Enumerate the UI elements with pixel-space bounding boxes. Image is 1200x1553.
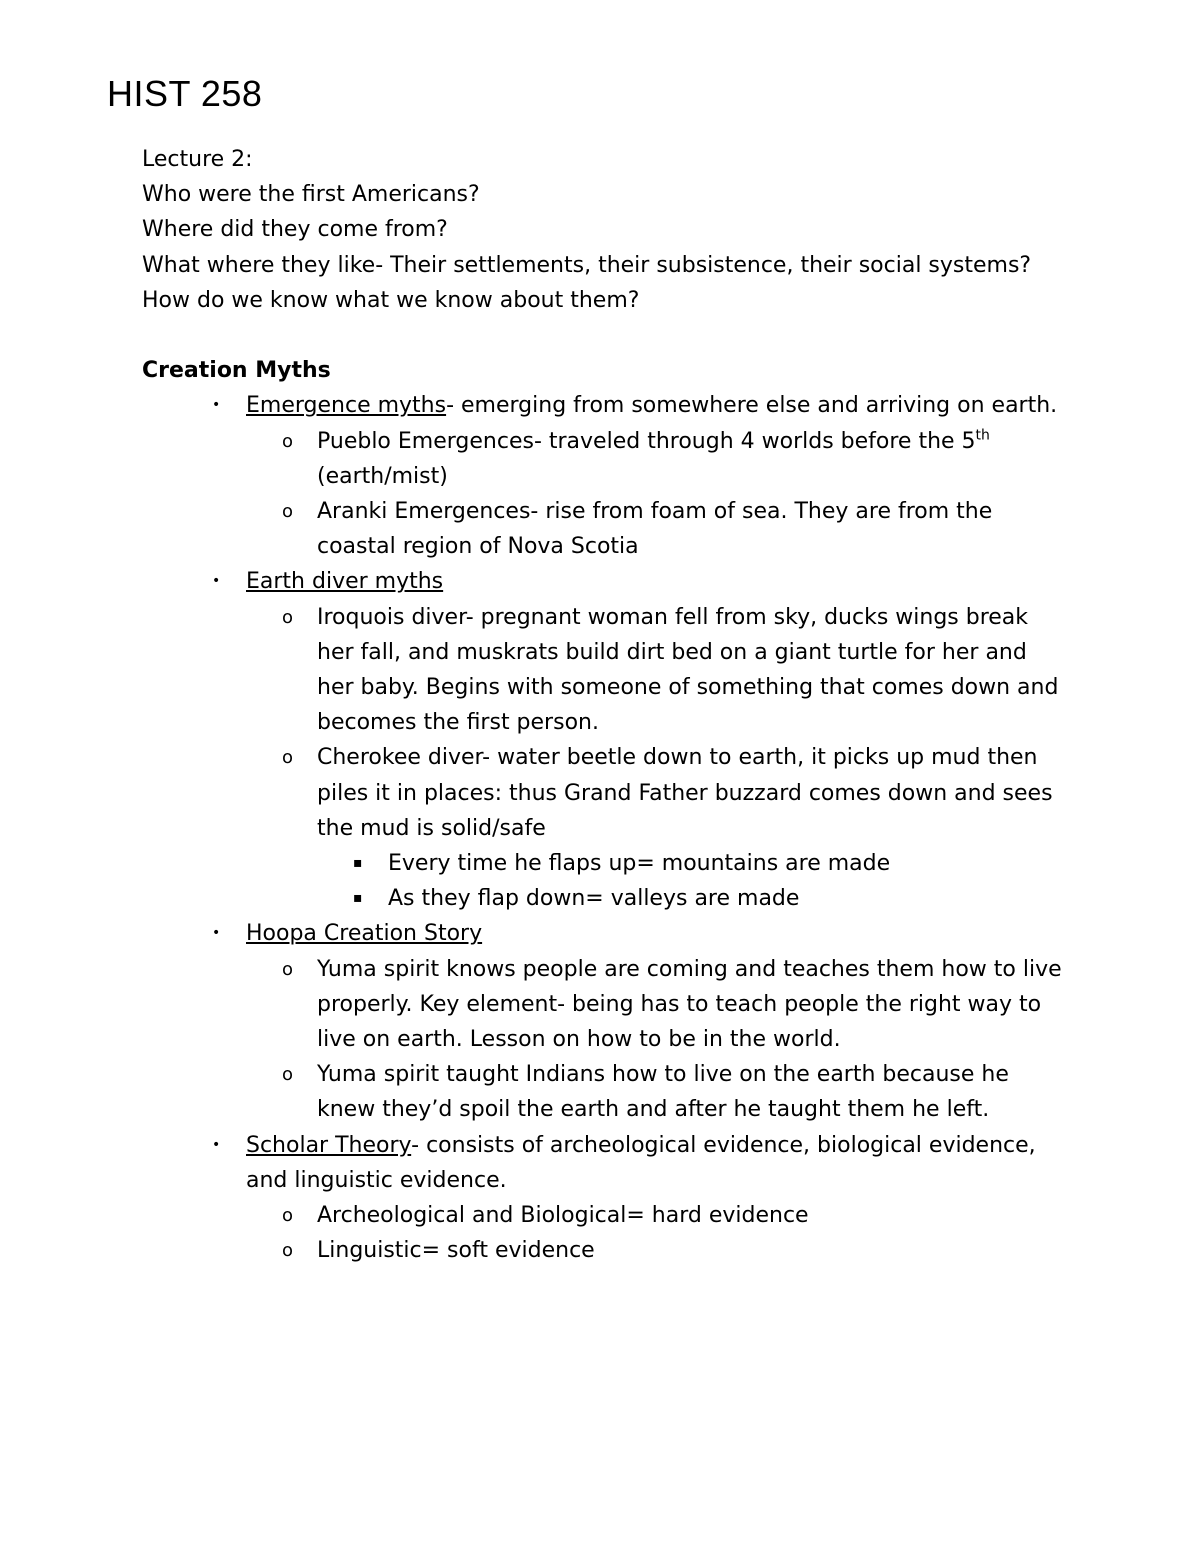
- sub-list: [142, 952, 1062, 1128]
- term-description: - consists of archeological evidence, biological evidence, and linguistic evidence.: [246, 1132, 1036, 1193]
- cherokee-diver: Cherokee diver- water beetle down to earth, it picks up mud then piles it in places: thus Grand Father buzzard comes down and sees the mud is solid/safe: [317, 745, 1053, 841]
- term-description: - emerging from somewhere else and arriving on earth.: [446, 393, 1058, 419]
- pueblo-emergences: Pueblo Emergences- traveled through 4 worlds before the 5: [317, 428, 976, 454]
- sub-list: [142, 1198, 1062, 1268]
- blank-line: [142, 318, 1062, 353]
- pueblo-emergences-cont: (earth/mist): [317, 463, 448, 489]
- sub-list-item: [142, 1233, 1062, 1268]
- lecture-label: Lecture 2:: [142, 147, 253, 172]
- circle-bullet-icon: o: [282, 1205, 294, 1227]
- yuma-spirit-teaching: Yuma spirit knows people are coming and teaches them how to live properly. Key element- being has to teach people the right way to live on earth. Lesson on how to be in the world.: [317, 956, 1062, 1053]
- aranki-emergences: Aranki Emergences- rise from foam of sea. They are from the coastal region of Nova Scotia: [317, 499, 993, 560]
- list-item: [142, 916, 1062, 1127]
- list-item: [142, 564, 1062, 916]
- sub-list-item: [142, 494, 1062, 564]
- list-item: [142, 1128, 1062, 1269]
- circle-bullet-icon: o: [282, 1240, 294, 1262]
- question-evidence: How do we know what we know about them?: [142, 287, 640, 313]
- sub-list-item: [142, 424, 1062, 494]
- section-heading: Creation Myths: [142, 358, 331, 384]
- document-title: HIST 258: [107, 73, 263, 114]
- bullet-icon: •: [212, 397, 221, 414]
- sub-list-item: [142, 1198, 1062, 1233]
- question-lifestyle: What where they like- Their settlements, their subsistence, their social systems?: [142, 252, 1032, 278]
- flaps-up-note: Every time he flaps up= mountains are made: [388, 851, 891, 877]
- flaps-down-note: As they flap down= valleys are made: [388, 886, 800, 912]
- iroquois-diver: Iroquois diver- pregnant woman fell from sky, ducks wings break her fall, and muskrats build dirt bed on a giant turtle for her and her baby. Begins with someone of something that comes down and becomes the first person.: [317, 604, 1059, 736]
- superscript: th: [975, 427, 990, 444]
- soft-evidence: Linguistic= soft evidence: [317, 1238, 595, 1264]
- circle-bullet-icon: o: [282, 606, 294, 628]
- document-body: [142, 142, 1062, 1268]
- circle-bullet-icon: o: [282, 1064, 294, 1086]
- term-emergence-myths: Emergence myths: [246, 393, 447, 419]
- sub-list-item: [142, 740, 1062, 916]
- term-earth-diver-myths: Earth diver myths: [246, 569, 444, 595]
- sub-list: [142, 424, 1062, 565]
- bullet-icon: •: [212, 925, 221, 942]
- circle-bullet-icon: o: [282, 958, 294, 980]
- sub-sub-list-item: [142, 881, 1062, 916]
- sub-list-item: [142, 1057, 1062, 1127]
- circle-bullet-icon: o: [282, 747, 294, 769]
- sub-sub-list-item: [142, 846, 1062, 881]
- question-origin: Where did they come from?: [142, 217, 448, 243]
- question-first-americans: Who were the first Americans?: [142, 182, 480, 208]
- term-scholar-theory: Scholar Theory: [246, 1132, 412, 1158]
- bullet-icon: •: [212, 1136, 221, 1153]
- circle-bullet-icon: o: [282, 430, 294, 452]
- sub-list: [142, 600, 1062, 917]
- hard-evidence: Archeological and Biological= hard evidence: [317, 1203, 809, 1229]
- circle-bullet-icon: o: [282, 501, 294, 523]
- list-item: [142, 388, 1062, 564]
- sub-list-item: [142, 600, 1062, 741]
- sub-sub-list: [142, 846, 1062, 916]
- square-bullet-icon: ▪: [353, 855, 363, 872]
- yuma-spirit-left: Yuma spirit taught Indians how to live on the earth because he knew they’d spoil the earth and after he taught them he left.: [317, 1062, 1009, 1123]
- term-hoopa-creation-story: Hoopa Creation Story: [246, 921, 483, 947]
- bullet-icon: •: [212, 573, 221, 590]
- creation-myths-list: [142, 388, 1062, 1268]
- sub-list-item: [142, 952, 1062, 1058]
- square-bullet-icon: ▪: [353, 890, 363, 907]
